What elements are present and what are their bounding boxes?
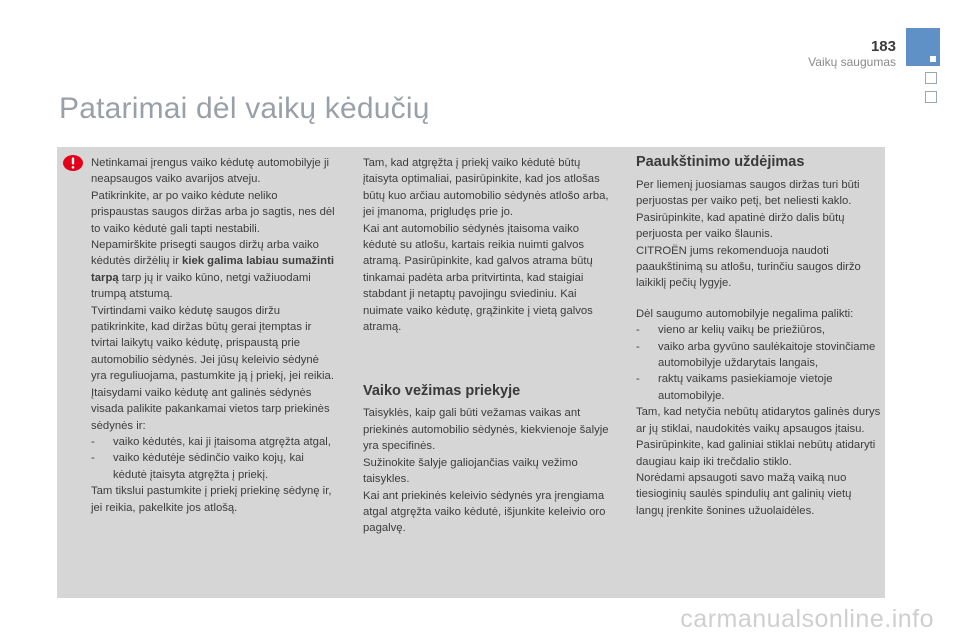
tab-marker [930,56,936,62]
paragraph: Taisyklės, kaip gali būti vežamas vaikas ant priekinės automobilio sėdynės, kiekvienoje šalyje yra specifinės. [363,407,609,453]
paragraph: Norėdami apsaugoti savo mažą vaiką nuo tiesioginių saulės spindulių ant galinių vietų langų įrenkite šonines užuolaidėles. [636,471,852,517]
warning-exclamation-icon [63,155,83,171]
list-item: - vaiko kėdutės, kai ji įtaisoma atgręžta atgal, [91,435,331,448]
paragraph: Kai ant priekinės keleivio sėdynės yra įrengiama atgal atgręžta vaiko kėdutė, išjunkite keleivio oro pagalvę. [363,489,606,535]
list-item: - vaiko arba gyvūno saulėkaitoje stovinčiame automobilyje uždarytais langais, [636,340,876,370]
column-middle [363,155,613,537]
section-heading: Vaiko vežimas priekyje [363,383,521,400]
paragraph: CITROËN jums rekomenduoja naudoti paaukštinimą su atlošu, turinčiu saugos diržo laikiklį pečių lygyje. [636,244,861,290]
section-name: Vaikų saugumas [808,55,896,69]
watermark: carmanualsonline.info [680,605,934,633]
paragraph: Įtaisydami vaiko kėdutę ant galinės sėdynės visada palikite pakankamai vietos tarp priekinės sėdynės ir: [91,386,330,432]
column-right [636,155,881,519]
paragraph: Per liemenį juosiamas saugos diržas turi būti perjuostas per vaiko petį, bet neliesti kaklo. [636,179,860,208]
page-title: Patarimai dėl vaikų kėdučių [59,92,430,125]
paragraph: Nepamirškite prisegti saugos diržų arba vaiko kėdutės diržėlių ir kiek galima labiau sumažinti tarpą tarp jų ir vaiko kūno, netgi važiuodami trumpą atstumą. [91,239,334,301]
paragraph: Tam, kad netyčia nebūtų atidarytos galinės durys ar jų stiklai, naudokitės vaikų apsaugos įtaisu. [636,406,881,435]
paragraph: Patikrinkite, ar po vaiko kėdute neliko prispaustas saugos diržas arba jo sagtis, nes dėl to vaiko kėdutė gali tapti nestabili. [91,189,335,235]
paragraph: Tvirtindami vaiko kėdutę saugos diržu patikrinkite, kad diržas būtų gerai įtemptas ir tvirtai laikytų vaiko kėdutę, prispaustą prie automobilio sėdynės. Jei jūsų keleivio sėdynė yra reguliuojama, pastumkite ją į priekį, jei reikia. [91,304,334,383]
page-number: 183 [870,38,896,55]
chapter-tab [925,72,937,84]
paragraph: Netinkamai įrengus vaiko kėdutę automobilyje ji neapsaugos vaiko avarijos atveju. [91,157,329,186]
column-left [91,155,336,516]
chapter-tab-active [906,28,940,66]
paragraph: Pasirūpinkite, kad galiniai stiklai nebūtų atidaryti daugiau kaip iki trečdalio stiklo. [636,439,876,468]
paragraph: Pasirūpinkite, kad apatinė diržo dalis būtų perjuosta per vaiko šlaunis. [636,211,845,241]
paragraph: Kai ant automobilio sėdynės įtaisoma vaiko kėdutė su atlošu, kartais reikia nuimti galvos atramą. Pasirūpinkite, kad galvos atrama būtų tinkamai padėta arba pritvirtinta, kad staigiai stabdant ji netaptų pavojingu sviediniu. Kai nuimate vaiko kėdutę, grąžinkite į vietą galvos atramą. [363,222,593,334]
emphasis: kiek galima labiau sumažinti tarpą [91,255,334,284]
chapter-tab [925,91,937,103]
paragraph: Dėl saugumo automobilyje negalima palikti: [636,307,854,320]
paragraph: Tam, kad atgręžta į priekį vaiko kėdutė būtų įtaisyta optimaliai, pasirūpinkite, kad jos atlošas būtų kuo arčiau automobilio sėdynės atlošo arba, jei įmanoma, prigludęs prie jo. [363,157,609,219]
paragraph: Sužinokite šalyje galiojančias vaikų vežimo taisykles. [363,456,578,486]
list-item: - vaiko kėdutėje sėdinčio vaiko kojų, kai kėdutė įtaisyta atgręžta į priekį. [91,452,304,481]
paragraph: Tam tikslui pastumkite į priekį priekinę sėdynę ir, jei reikia, pakelkite jos atlošą. [91,485,332,514]
list-item: - vieno ar kelių vaikų be priežiūros, [636,324,826,337]
list-item: - raktų vaikams pasiekiamoje vietoje automobilyje. [636,373,833,402]
section-heading: Paaukštinimo uždėjimas [636,154,805,170]
